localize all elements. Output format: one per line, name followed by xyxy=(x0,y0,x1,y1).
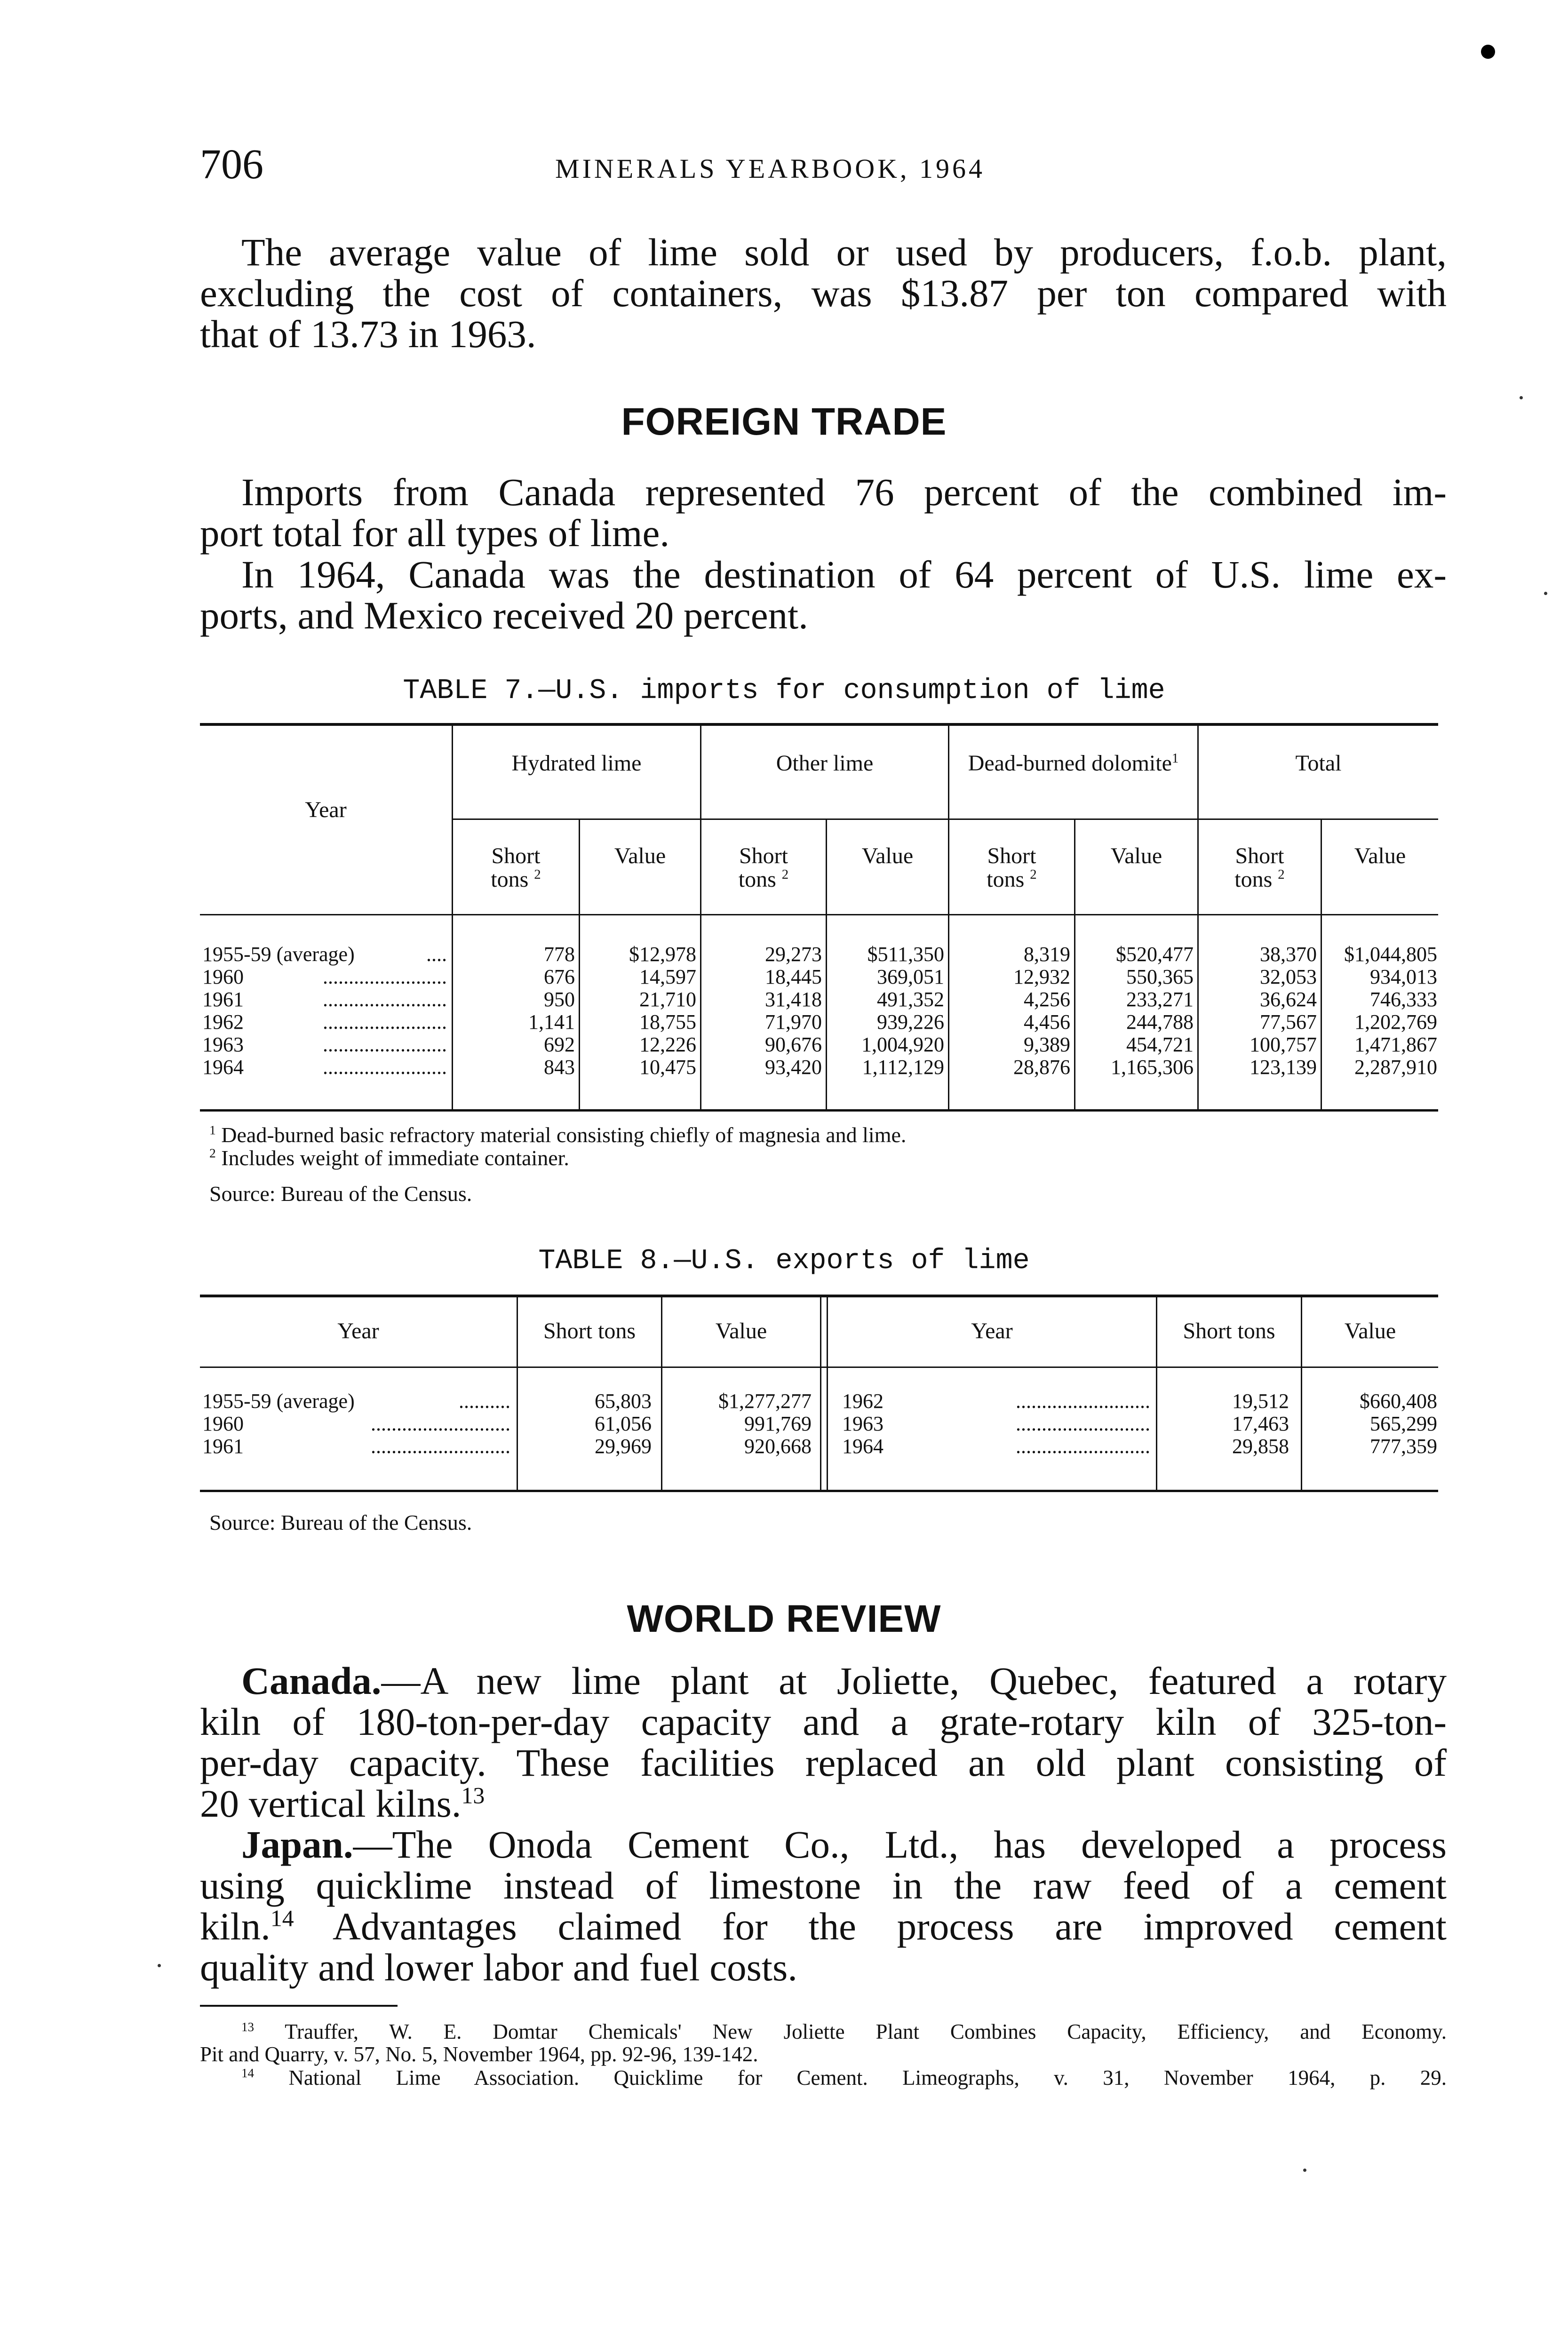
table-cell: $520,477 xyxy=(1116,943,1194,966)
table-cell: 939,226 xyxy=(877,1010,944,1033)
table-cell: 692 xyxy=(544,1033,575,1056)
table-cell: 2,287,910 xyxy=(1354,1056,1437,1079)
table-cell: 244,788 xyxy=(1126,1010,1194,1033)
table-row-year: 1964 xyxy=(842,1435,883,1458)
table-top-rule xyxy=(200,723,1438,726)
footnote-text: Dead-burned basic refractory material consisting chiefly of magnesia and lime. xyxy=(221,1123,907,1147)
table-cell: 565,299 xyxy=(1370,1412,1437,1435)
footnote-14 xyxy=(200,2066,1447,2089)
column-header-year: Year xyxy=(305,797,347,822)
text-run: —A new lime plant at Joliette, Quebec, featured a rotary xyxy=(381,1659,1447,1702)
table-cell: 28,876 xyxy=(1013,1056,1070,1079)
text-line: that of 13.73 in 1963. xyxy=(200,312,536,356)
table-cell: 778 xyxy=(544,943,575,966)
table-row-year: 1961 xyxy=(202,988,244,1011)
table-cell: $660,408 xyxy=(1360,1390,1437,1413)
table-cell: 32,053 xyxy=(1260,965,1317,988)
runin-heading: Canada. xyxy=(241,1659,382,1702)
text-line: kiln of 180-ton-per-day capacity and a grate-rotary kiln of 325-ton- xyxy=(200,1700,1447,1743)
page-speck xyxy=(1544,592,1547,595)
table-cell: 10,475 xyxy=(639,1056,696,1079)
column-header-hydrated-lime: Hydrated lime xyxy=(511,751,642,776)
table-cell: 1,165,306 xyxy=(1111,1056,1194,1079)
table-source: Source: Bureau of the Census. xyxy=(209,1510,472,1534)
footnote-text: National Lime Association. Quicklime for Cement. Limeographs, v. 31, November 1964, p. 29. xyxy=(288,2066,1447,2090)
text-line: per-day capacity. These facilities replaced an old plant consisting of xyxy=(200,1741,1447,1784)
table-row-year: 1955-59 (average) xyxy=(202,943,355,966)
leader-dots: .... xyxy=(426,943,447,966)
footnote-13 xyxy=(200,2020,1447,2066)
table-cell: 38,370 xyxy=(1260,943,1317,966)
page-speck xyxy=(158,1964,161,1967)
text-line: port total for all types of lime. xyxy=(200,511,670,555)
table-cell: 1,004,920 xyxy=(861,1033,944,1056)
leader-dots: ........................ xyxy=(323,965,447,988)
table-cell: 1,112,129 xyxy=(862,1056,944,1079)
section-heading-world-review: WORLD REVIEW xyxy=(627,1597,941,1640)
table-7-title: TABLE 7.—U.S. imports for consumption of lime xyxy=(403,675,1165,707)
table-cell: 29,969 xyxy=(595,1435,652,1458)
footnote-ref: 14 xyxy=(270,1905,294,1931)
footnote-ref: 1 xyxy=(1171,751,1179,766)
footnote-ref: 13 xyxy=(461,1782,485,1809)
table-cell: 4,256 xyxy=(1024,988,1070,1011)
header-text: tons xyxy=(491,867,529,892)
table-row-year: 1964 xyxy=(202,1056,244,1079)
table-cell: 4,456 xyxy=(1024,1010,1070,1033)
table-cell: 18,755 xyxy=(639,1010,696,1033)
table-row-year: 1963 xyxy=(202,1033,244,1056)
text-line: Imports from Canada represented 76 percent of the combined im- xyxy=(241,470,1447,514)
text-line xyxy=(200,2020,1447,2043)
table-cell: 61,056 xyxy=(595,1412,652,1435)
running-title: MINERALS YEARBOOK, 1964 xyxy=(555,153,986,184)
foreign-trade-paragraph-2 xyxy=(200,554,1447,636)
table-cell: 21,710 xyxy=(639,988,696,1011)
table-cell: 8,319 xyxy=(1024,943,1070,966)
header-text: Short xyxy=(987,843,1036,868)
leader-dots: ........................ xyxy=(323,1033,447,1056)
text-run: Advantages claimed for the process are improved cement xyxy=(294,1905,1447,1948)
table-cell: 991,769 xyxy=(744,1412,812,1435)
table-cell: $1,277,277 xyxy=(718,1390,812,1413)
leader-dots: .......................... xyxy=(1016,1390,1150,1413)
table-top-rule xyxy=(200,1295,1438,1297)
text-line: The average value of lime sold or used by producers, f.o.b. plant, xyxy=(241,230,1447,274)
footnote-mark: 13 xyxy=(241,2020,254,2034)
table-cell: 123,139 xyxy=(1250,1056,1317,1079)
page-speck xyxy=(1303,2169,1306,2172)
text-line xyxy=(200,1824,1447,1865)
footnote-mark: 2 xyxy=(209,1145,216,1160)
footnote-ref: 2 xyxy=(781,867,789,882)
table-header-rule xyxy=(200,914,1438,915)
table-cell: 454,721 xyxy=(1126,1033,1194,1056)
table-8-title: TABLE 8.—U.S. exports of lime xyxy=(538,1245,1030,1277)
column-header-other-lime: Other lime xyxy=(776,751,874,776)
table-cell: 920,668 xyxy=(744,1435,812,1458)
table-cell: 1,471,867 xyxy=(1354,1033,1437,1056)
table-row-year: 1963 xyxy=(842,1412,883,1435)
table-cell: $12,978 xyxy=(629,943,696,966)
table-row-year: 1955-59 (average) xyxy=(202,1390,355,1413)
header-text: Short xyxy=(1235,843,1284,868)
table-source: Source: Bureau of the Census. xyxy=(209,1182,472,1206)
header-text: tons xyxy=(987,867,1025,892)
table-cell: 71,970 xyxy=(765,1010,822,1033)
table-cell: 1,202,769 xyxy=(1354,1010,1437,1033)
leader-dots: .......................... xyxy=(1016,1435,1150,1458)
table-cell: 12,226 xyxy=(639,1033,696,1056)
page-speck xyxy=(1520,396,1523,399)
canada-paragraph xyxy=(200,1661,1447,1824)
header-text: Short xyxy=(739,843,788,868)
table-cell: 29,273 xyxy=(765,943,822,966)
table-cell: 746,333 xyxy=(1370,988,1437,1011)
section-heading-foreign-trade: FOREIGN TRADE xyxy=(621,400,947,443)
column-header-short-tons xyxy=(453,844,579,891)
table-cell: 843 xyxy=(544,1056,575,1079)
table-cell: 19,512 xyxy=(1232,1390,1289,1413)
header-text: Dead-burned dolomite xyxy=(968,751,1172,776)
footnote-ref: 2 xyxy=(1278,867,1285,882)
column-header-short-tons xyxy=(949,844,1074,891)
table-cell: 9,389 xyxy=(1024,1033,1070,1056)
table-cell: 950 xyxy=(544,988,575,1011)
table-cell: 17,463 xyxy=(1232,1412,1289,1435)
column-header-value: Value xyxy=(1344,1319,1396,1343)
text-line xyxy=(200,1661,1447,1701)
text-line: quality and lower labor and fuel costs. xyxy=(200,1946,798,1989)
column-divider xyxy=(1197,724,1199,1109)
footnote-rule xyxy=(200,2005,398,2007)
runin-heading: Japan. xyxy=(241,1823,353,1866)
column-divider xyxy=(700,724,701,1109)
table-cell: 100,757 xyxy=(1250,1033,1317,1056)
table-row-year: 1961 xyxy=(202,1435,244,1458)
header-text: Short xyxy=(491,843,541,868)
column-header-value: Value xyxy=(1110,843,1162,868)
table-cell: 676 xyxy=(544,965,575,988)
foreign-trade-paragraph-1 xyxy=(200,472,1447,554)
column-header-dead-burned-dolomite xyxy=(949,752,1197,775)
column-header-short-tons: Short tons xyxy=(1183,1319,1275,1343)
column-header-total: Total xyxy=(1295,751,1342,776)
footnote-ref: 2 xyxy=(1030,867,1037,882)
table-cell: 29,858 xyxy=(1232,1435,1289,1458)
column-header-year: Year xyxy=(971,1319,1013,1343)
table-cell: 369,051 xyxy=(877,965,944,988)
leader-dots: ........................ xyxy=(323,988,447,1011)
header-text: tons xyxy=(738,867,776,892)
text-line xyxy=(200,1783,1447,1824)
column-divider xyxy=(452,724,453,1109)
column-header-year: Year xyxy=(337,1319,379,1343)
intro-paragraph xyxy=(200,232,1447,355)
group-header-rule xyxy=(453,818,1438,820)
table-cell: 550,365 xyxy=(1126,965,1194,988)
table-footnote xyxy=(209,1123,906,1147)
table-bottom-rule xyxy=(200,1109,1438,1112)
text-line xyxy=(200,2066,1447,2089)
page-blot xyxy=(1481,45,1495,59)
column-header-value: Value xyxy=(715,1319,767,1343)
table-cell: $1,044,805 xyxy=(1344,943,1437,966)
japan-paragraph xyxy=(200,1824,1447,1988)
table-cell: 14,597 xyxy=(639,965,696,988)
table-cell: 12,932 xyxy=(1013,965,1070,988)
table-row-year: 1960 xyxy=(202,1412,244,1435)
leader-dots: .......... xyxy=(459,1390,510,1413)
table-cell: 90,676 xyxy=(765,1033,822,1056)
column-header-value: Value xyxy=(861,843,914,868)
table-cell: 491,352 xyxy=(877,988,944,1011)
text-run: 20 vertical kilns. xyxy=(200,1782,462,1825)
table-row-year: 1960 xyxy=(202,965,244,988)
text-line: excluding the cost of containers, was $13.87 per ton compared with xyxy=(200,271,1447,315)
text-line: In 1964, Canada was the destination of 64 percent of U.S. lime ex- xyxy=(241,553,1447,596)
footnote-ref: 2 xyxy=(534,867,541,882)
table-row-year: 1962 xyxy=(202,1010,244,1033)
column-header-short-tons: Short tons xyxy=(543,1319,636,1343)
text-run: kiln. xyxy=(200,1905,271,1948)
leader-dots: ........................ xyxy=(323,1056,447,1079)
table-footnote xyxy=(209,1146,569,1170)
table-cell: 934,013 xyxy=(1370,965,1437,988)
column-header-value: Value xyxy=(1354,843,1406,868)
table-cell: 777,359 xyxy=(1370,1435,1437,1458)
footnote-mark: 14 xyxy=(241,2066,254,2080)
leader-dots: ........................ xyxy=(323,1010,447,1033)
table-cell: 18,445 xyxy=(765,965,822,988)
table-row-year: 1962 xyxy=(842,1390,883,1413)
text-line: using quicklime instead of limestone in the raw feed of a cement xyxy=(200,1864,1447,1907)
leader-dots: .......................... xyxy=(1016,1412,1150,1435)
table-bottom-rule xyxy=(200,1490,1438,1492)
table-cell: $511,350 xyxy=(867,943,944,966)
column-divider xyxy=(820,1296,821,1490)
leader-dots: ........................... xyxy=(371,1435,510,1458)
text-run: —The Onoda Cement Co., Ltd., has developed a process xyxy=(353,1823,1447,1866)
footnote-text: Trauffer, W. E. Domtar Chemicals' New Joliette Plant Combines Capacity, Efficiency, and Economy. xyxy=(285,2020,1447,2043)
table-cell: 1,141 xyxy=(528,1010,575,1033)
table-cell: 36,624 xyxy=(1260,988,1317,1011)
text-line xyxy=(200,1906,1447,1947)
text-line: Pit and Quarry, v. 57, No. 5, November 1964, pp. 92-96, 139-142. xyxy=(200,2042,758,2066)
table-header-rule xyxy=(200,1367,1438,1368)
table-cell: 31,418 xyxy=(765,988,822,1011)
header-text: tons xyxy=(1234,867,1273,892)
page-number: 706 xyxy=(200,141,263,188)
column-header-value: Value xyxy=(614,843,666,868)
table-cell: 233,271 xyxy=(1126,988,1194,1011)
table-cell: 77,567 xyxy=(1260,1010,1317,1033)
leader-dots: ........................... xyxy=(371,1412,510,1435)
table-cell: 93,420 xyxy=(765,1056,822,1079)
column-divider xyxy=(948,724,949,1109)
column-header-short-tons xyxy=(701,844,826,891)
column-header-short-tons xyxy=(1199,844,1321,891)
footnote-text: Includes weight of immediate container. xyxy=(221,1146,569,1170)
text-line: ports, and Mexico received 20 percent. xyxy=(200,594,808,637)
footnote-mark: 1 xyxy=(209,1122,216,1137)
table-cell: 65,803 xyxy=(595,1390,652,1413)
